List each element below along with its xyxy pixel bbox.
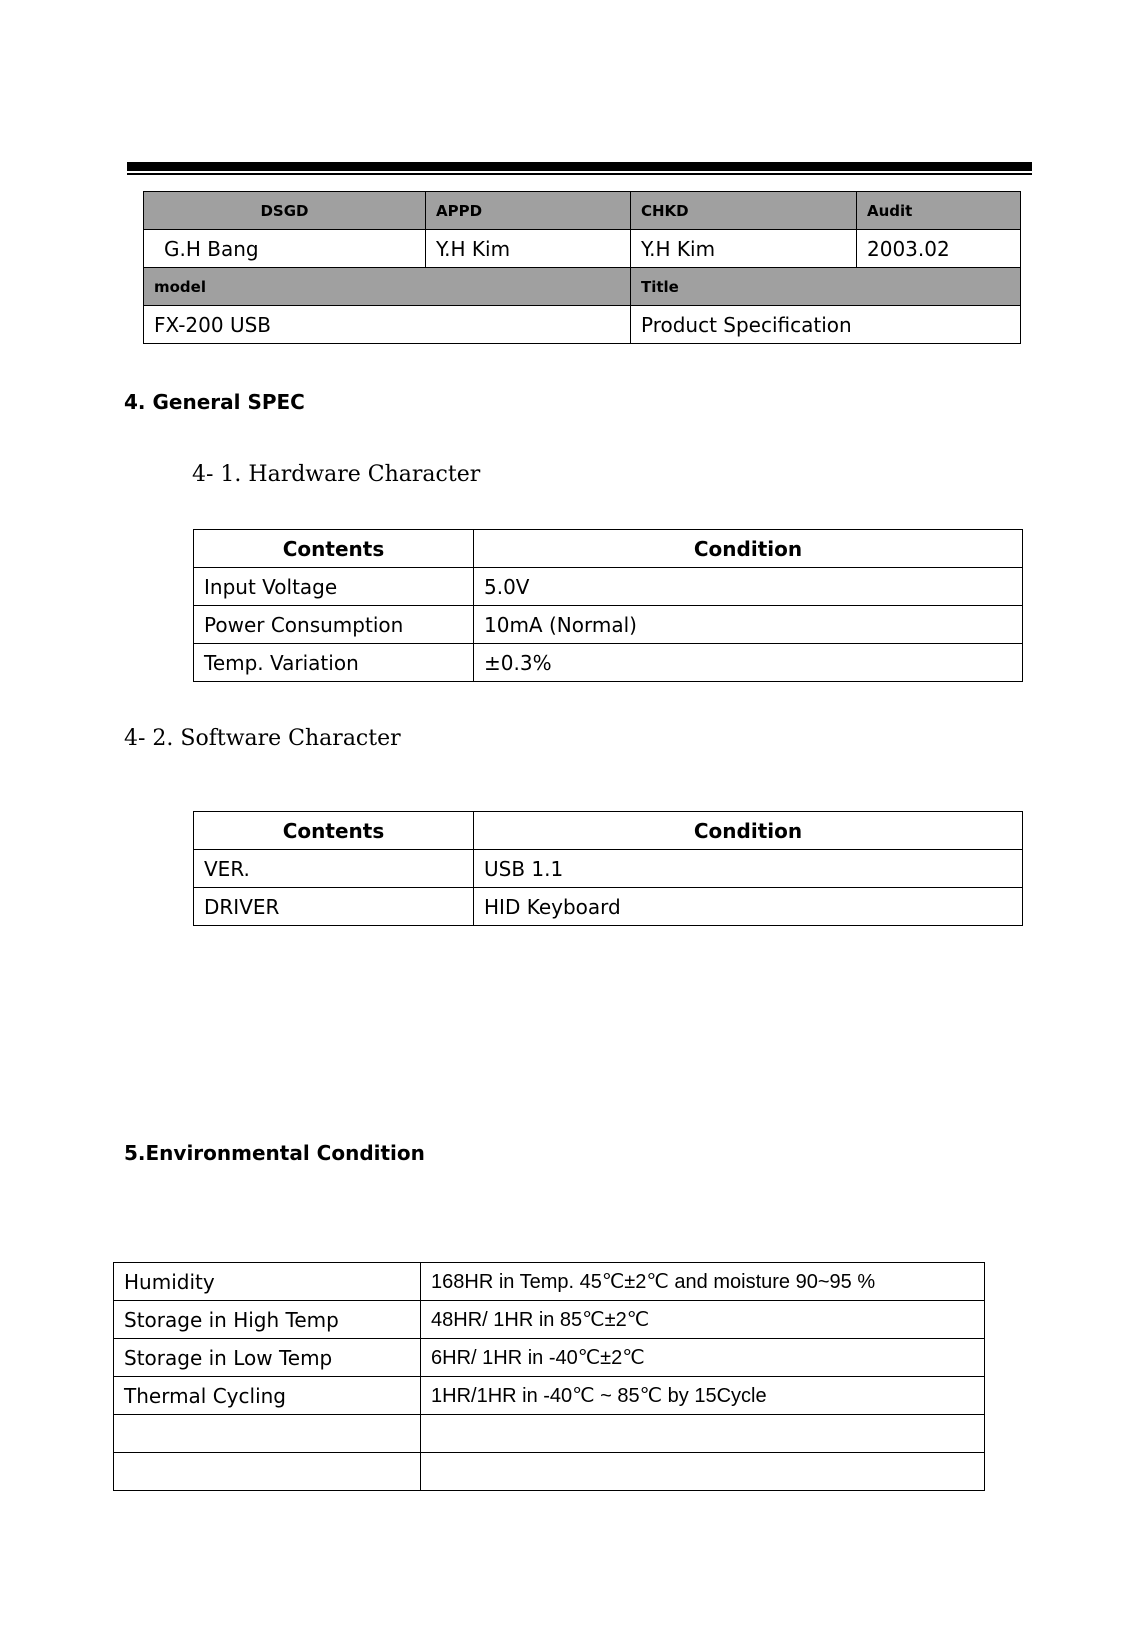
table-cell: ±0.3% xyxy=(474,644,1023,682)
table-cell: VER. xyxy=(194,850,474,888)
dsgd-value: G.H Bang xyxy=(144,230,426,268)
audit-label: Audit xyxy=(857,192,1021,230)
table-cell: 10mA (Normal) xyxy=(474,606,1023,644)
table-row xyxy=(114,1415,985,1453)
table-cell xyxy=(114,1453,421,1491)
table-cell: USB 1.1 xyxy=(474,850,1023,888)
chkd-value: Y.H Kim xyxy=(631,230,857,268)
header-rule-thin xyxy=(127,173,1032,175)
column-header: Contents xyxy=(194,812,474,850)
software-table xyxy=(193,811,1023,926)
table-cell: HID Keyboard xyxy=(474,888,1023,926)
table-row xyxy=(114,1301,985,1339)
table-row xyxy=(194,888,1023,926)
column-header: Contents xyxy=(194,530,474,568)
appd-value: Y.H Kim xyxy=(426,230,631,268)
table-header-row xyxy=(194,530,1023,568)
dsgd-label: DSGD xyxy=(144,192,426,230)
chkd-label: CHKD xyxy=(631,192,857,230)
table-cell: Input Voltage xyxy=(194,568,474,606)
hardware-heading: 4- 1. Hardware Character xyxy=(192,462,481,487)
software-heading: 4- 2. Software Character xyxy=(124,726,401,751)
table-row xyxy=(114,1453,985,1491)
table-cell: 168HR in Temp. 45℃±2℃ and moisture 90~95 % xyxy=(421,1263,985,1301)
table-cell: Power Consumption xyxy=(194,606,474,644)
table-row xyxy=(114,1263,985,1301)
table-cell: 5.0V xyxy=(474,568,1023,606)
table-row xyxy=(194,568,1023,606)
table-cell: Storage in Low Temp xyxy=(114,1339,421,1377)
table-row xyxy=(114,1339,985,1377)
table-cell: 6HR/ 1HR in -40℃±2℃ xyxy=(421,1339,985,1377)
table-cell: 48HR/ 1HR in 85℃±2℃ xyxy=(421,1301,985,1339)
table-cell xyxy=(421,1415,985,1453)
general-spec-heading: 4. General SPEC xyxy=(124,390,305,414)
hardware-table xyxy=(193,529,1023,682)
table-cell: Storage in High Temp xyxy=(114,1301,421,1339)
table-row xyxy=(194,606,1023,644)
table-cell: Thermal Cycling xyxy=(114,1377,421,1415)
table-row xyxy=(114,1377,985,1415)
model-value: FX-200 USB xyxy=(144,306,631,344)
document-header-table xyxy=(143,191,1021,344)
table-header-row xyxy=(194,812,1023,850)
table-cell: Humidity xyxy=(114,1263,421,1301)
table-cell: 1HR/1HR in -40℃ ~ 85℃ by 15Cycle xyxy=(421,1377,985,1415)
table-cell: DRIVER xyxy=(194,888,474,926)
table-cell: Temp. Variation xyxy=(194,644,474,682)
appd-label: APPD xyxy=(426,192,631,230)
table-cell xyxy=(421,1453,985,1491)
model-label: model xyxy=(144,268,631,306)
table-row xyxy=(194,644,1023,682)
environmental-heading: 5.Environmental Condition xyxy=(124,1141,425,1165)
header-rule-thick xyxy=(127,162,1032,171)
title-label: Title xyxy=(631,268,1021,306)
audit-value: 2003.02 xyxy=(857,230,1021,268)
column-header: Condition xyxy=(474,530,1023,568)
table-row xyxy=(194,850,1023,888)
title-value: Product Specification xyxy=(631,306,1021,344)
column-header: Condition xyxy=(474,812,1023,850)
table-cell xyxy=(114,1415,421,1453)
environmental-table xyxy=(113,1262,985,1491)
